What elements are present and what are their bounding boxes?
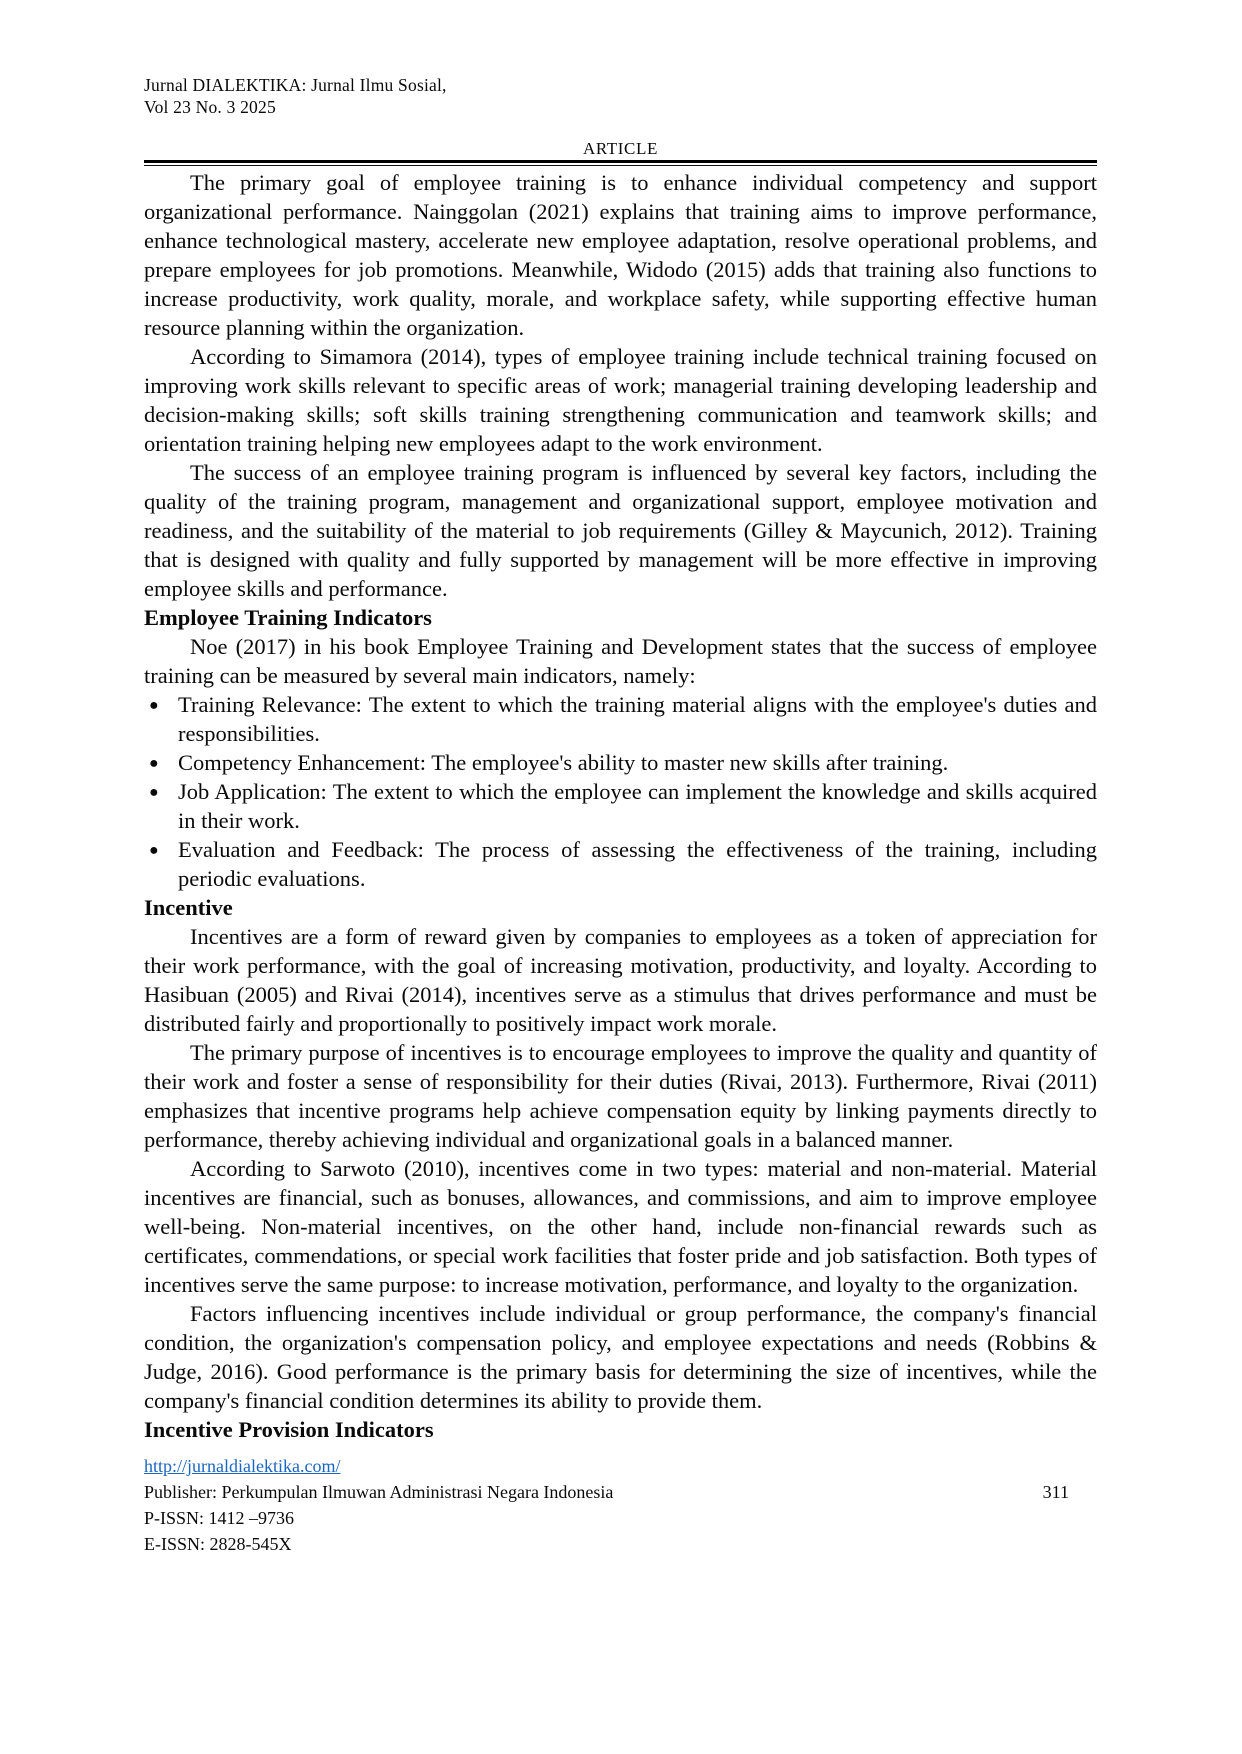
bullet-item — [144, 777, 1097, 835]
bullet-item — [144, 748, 1097, 777]
heading-incentive: Incentive — [144, 895, 233, 920]
heading-incentive-provision-indicators: Incentive Provision Indicators — [144, 1417, 434, 1442]
article-body — [144, 168, 1097, 1444]
body-paragraph: According to Sarwoto (2010), incentives come in two types: material and non-material. Material incentives are financial, such as bonuses, allowances, and commissions, and aim to improve employee well-being. Non-material incentives, on the other hand, include non-financial rewards such as certificates, commendations, or special work facilities that foster pride and job satisfaction. Both types of incentives serve the same purpose: to increase motivation, performance, and loyalty to the organization. — [144, 1156, 1097, 1297]
header-rule — [144, 160, 1097, 166]
bullet-text: Job Application: The extent to which the employee can implement the knowledge and skills acquired in their work. — [178, 779, 1097, 833]
bullet-icon: ● — [149, 784, 159, 801]
e-issn-line: E-ISSN: 2828-545X — [144, 1534, 292, 1554]
journal-title-line: Jurnal DIALEKTIKA: Jurnal Ilmu Sosial, — [144, 75, 447, 95]
page-footer — [144, 1453, 1097, 1557]
bullet-text: Evaluation and Feedback: The process of assessing the effectiveness of the training, including periodic evaluations. — [178, 837, 1097, 891]
journal-volume-line: Vol 23 No. 3 2025 — [144, 97, 276, 117]
page-header — [144, 74, 1097, 118]
body-paragraph: Incentives are a form of reward given by companies to employees as a token of appreciation for their work performance, with the goal of increasing motivation, productivity, and loyalty. According to Hasibuan (2005) and Rivai (2014), incentives serve as a stimulus that drives performance and must be distributed fairly and proportionally to positively impact work morale. — [144, 924, 1097, 1036]
journal-url-row — [144, 1453, 1097, 1479]
p-issn-line: P-ISSN: 1412 –9736 — [144, 1508, 295, 1528]
journal-url-link[interactable]: http://jurnaldialektika.com/ — [144, 1456, 341, 1476]
bullet-item — [144, 835, 1097, 893]
bullet-text: Competency Enhancement: The employee's ability to master new skills after training. — [178, 750, 949, 775]
bullet-item — [144, 690, 1097, 748]
body-paragraph: Factors influencing incentives include individual or group performance, the company's financial condition, the organization's compensation policy, and employee expectations and needs (Robbins & Judge, 2016). Good performance is the primary basis for determining the size of incentives, while the company's financial condition determines its ability to provide them. — [144, 1301, 1097, 1413]
bullet-icon: ● — [149, 755, 159, 772]
bullet-icon: ● — [149, 697, 159, 714]
body-paragraph: Noe (2017) in his book Employee Training and Development states that the success of employee training can be measured by several main indicators, namely: — [144, 634, 1097, 688]
page-number: 311 — [1042, 1482, 1069, 1502]
body-paragraph: The primary goal of employee training is to enhance individual competency and support organizational performance. Nainggolan (2021) explains that training aims to improve performance, enhance technological mastery, accelerate new employee adaptation, resolve operational problems, and prepare employees for job promotions. Meanwhile, Widodo (2015) adds that training also functions to increase productivity, work quality, morale, and workplace safety, while supporting effective human resource planning within the organization. — [144, 170, 1097, 340]
bullet-icon: ● — [149, 842, 159, 859]
content-column — [144, 74, 1097, 1557]
body-paragraph: The primary purpose of incentives is to encourage employees to improve the quality and quantity of their work and foster a sense of responsibility for their duties (Rivai, 2013). Furthermore, Rivai (2011) emphasizes that incentive programs help achieve compensation equity by linking payments directly to performance, thereby achieving individual and organizational goals in a balanced manner. — [144, 1040, 1097, 1152]
publisher-row — [144, 1479, 1097, 1505]
body-paragraph: The success of an employee training program is influenced by several key factors, including the quality of the training program, management and organizational support, employee motivation and readiness, and the suitability of the material to job requirements (Gilley & Maycunich, 2012). Training that is designed with quality and fully supported by management will be more effective in improving employee skills and performance. — [144, 460, 1097, 601]
article-label: ARTICLE — [583, 139, 658, 158]
publisher-text: Publisher: Perkumpulan Ilmuwan Administrasi Negara Indonesia — [144, 1482, 614, 1502]
body-paragraph: According to Simamora (2014), types of employee training include technical training focused on improving work skills relevant to specific areas of work; managerial training developing leadership and decision-making skills; soft skills training strengthening communication and teamwork skills; and orientation training helping new employees adapt to the work environment. — [144, 344, 1097, 456]
heading-employee-training-indicators: Employee Training Indicators — [144, 605, 432, 630]
bullet-text: Training Relevance: The extent to which the training material aligns with the employee's duties and responsibilities. — [178, 692, 1097, 746]
